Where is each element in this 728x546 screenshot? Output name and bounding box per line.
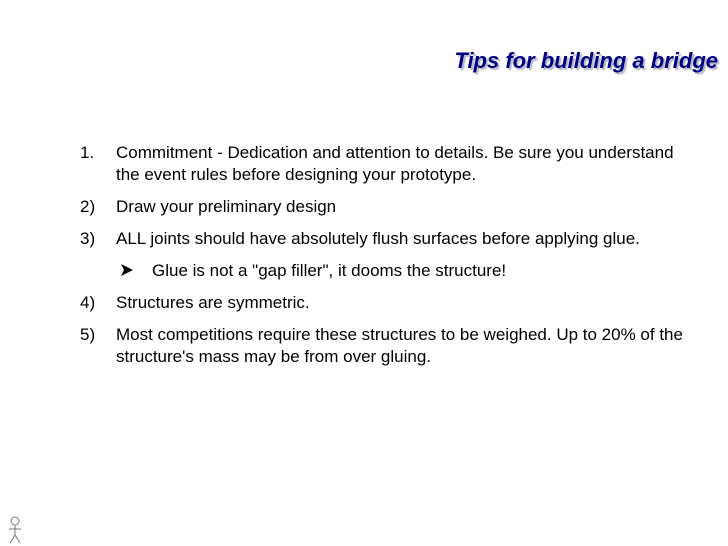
- tip-text: Structures are symmetric.: [116, 293, 310, 312]
- tip-text: Draw your preliminary design: [116, 197, 337, 216]
- tip-item-3: [80, 228, 700, 250]
- tip-number: 4): [80, 293, 96, 312]
- tip-number: 5): [80, 325, 96, 344]
- tip-number: 1.: [80, 143, 95, 162]
- tip-number: 3): [80, 229, 96, 248]
- tip-text: Commitment - Dedication and attention to details. Be sure you understand the event rules before designing your prototype.: [116, 143, 674, 184]
- tip-subitem-text: Glue is not a "gap filler", it dooms the structure!: [152, 261, 507, 280]
- slide-title: Tips for building a bridge: [454, 48, 718, 73]
- tip-item-4: [80, 292, 700, 314]
- tip-subitem: [80, 260, 700, 282]
- stick-figure-icon: [8, 516, 22, 544]
- tip-text: Most competitions require these structures to be weighed. Up to 20% of the structure's mass may be from over gluing.: [116, 325, 683, 366]
- tip-item-5: [80, 324, 700, 368]
- arrowhead-bullet-icon: [120, 263, 134, 277]
- tip-text: ALL joints should have absolutely flush surfaces before applying glue.: [116, 229, 640, 248]
- tips-list: [80, 142, 700, 378]
- tip-item-1: [80, 142, 700, 186]
- tip-number: 2): [80, 197, 96, 216]
- tip-item-2: [80, 196, 700, 218]
